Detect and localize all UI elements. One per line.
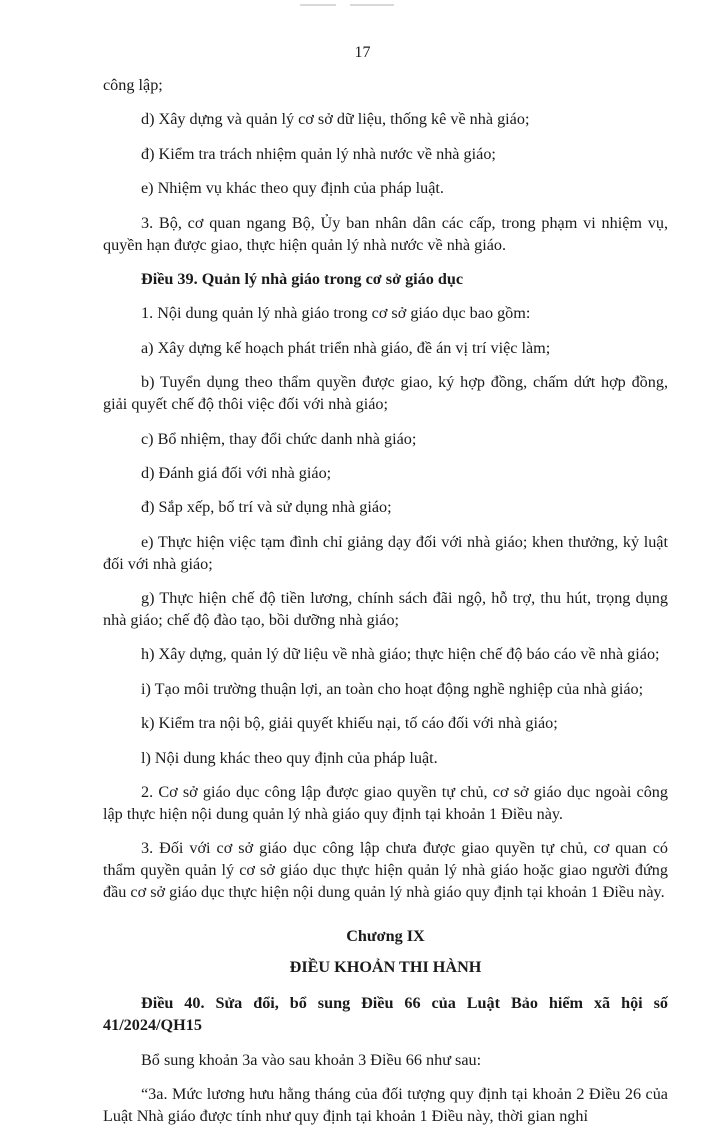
list-item: e) Thực hiện việc tạm đình chỉ giảng dạy đối với nhà giáo; khen thưởng, kỷ luật đối với nhà giáo; — [103, 532, 668, 573]
chapter-number: Chương IX — [346, 927, 425, 946]
paragraph: Bổ sung khoản 3a vào sau khoản 3 Điều 66 như sau: — [141, 1050, 482, 1069]
article-heading: Điều 40. Sửa đổi, bổ sung Điều 66 của Luật Bảo hiểm xã hội số 41/2024/QH15 — [103, 994, 668, 1035]
list-item: l) Nội dung khác theo quy định của pháp luật. — [141, 748, 438, 767]
list-item: e) Nhiệm vụ khác theo quy định của pháp luật. — [141, 179, 444, 198]
paragraph: công lập; — [103, 76, 163, 94]
paragraph: 3. Bộ, cơ quan ngang Bộ, Ủy ban nhân dân các cấp, trong phạm vi nhiệm vụ, quyền hạn được giao, thực hiện quản lý nhà nước về nhà giáo. — [103, 213, 668, 254]
list-item: a) Xây dựng kế hoạch phát triển nhà giáo, đề án vị trí việc làm; — [141, 338, 551, 357]
paragraph: 1. Nội dung quản lý nhà giáo trong cơ sở giáo dục bao gồm: — [141, 304, 531, 323]
scan-artifact — [350, 4, 394, 6]
paragraph: 2. Cơ sở giáo dục công lập được giao quyền tự chủ, cơ sở giáo dục ngoài công lập thực hiện nội dung quản lý nhà giáo quy định tại khoản 1 Điều này. — [103, 783, 668, 824]
list-item: đ) Kiểm tra trách nhiệm quản lý nhà nước về nhà giáo; — [141, 144, 496, 163]
list-item: h) Xây dựng, quản lý dữ liệu về nhà giáo; thực hiện chế độ báo cáo về nhà giáo; — [141, 645, 660, 664]
list-item: b) Tuyển dụng theo thẩm quyền được giao, ký hợp đồng, chấm dứt hợp đồng, giải quyết chế độ thôi việc đối với nhà giáo; — [103, 373, 668, 414]
quoted-paragraph: “3a. Mức lương hưu hằng tháng của đối tượng quy định tại khoản 2 Điều 26 của Luật Nhà giáo được tính như quy định tại khoản 1 Điều này, thời gian nghỉ — [103, 1085, 668, 1126]
document-body — [103, 74, 668, 1140]
list-item: g) Thực hiện chế độ tiền lương, chính sách đãi ngộ, hỗ trợ, thu hút, trọng dụng nhà giáo; chế độ đào tạo, bồi dưỡng nhà giáo; — [103, 589, 668, 630]
list-item: k) Kiểm tra nội bộ, giải quyết khiếu nại, tố cáo đối với nhà giáo; — [141, 714, 558, 733]
list-item: i) Tạo môi trường thuận lợi, an toàn cho hoạt động nghề nghiệp của nhà giáo; — [141, 679, 644, 698]
paragraph: 3. Đối với cơ sở giáo dục công lập chưa được giao quyền tự chủ, cơ quan có thẩm quyền quản lý cơ sở giáo dục thực hiện quản lý nhà giáo hoặc giao người đứng đầu cơ sở giáo dục thực hiện nội dung quản lý nhà giáo quy định tại khoản 1 Điều này. — [103, 839, 668, 902]
article-heading: Điều 39. Quản lý nhà giáo trong cơ sở giáo dục — [141, 269, 464, 288]
list-item: đ) Sắp xếp, bố trí và sử dụng nhà giáo; — [141, 498, 392, 517]
scan-artifact — [300, 4, 336, 6]
page-number: 17 — [354, 44, 371, 61]
list-item: c) Bổ nhiệm, thay đổi chức danh nhà giáo; — [141, 429, 417, 448]
list-item: d) Đánh giá đối với nhà giáo; — [141, 463, 332, 482]
list-item: d) Xây dựng và quản lý cơ sở dữ liệu, thống kê về nhà giáo; — [141, 110, 530, 129]
chapter-title: ĐIỀU KHOẢN THI HÀNH — [289, 958, 482, 977]
